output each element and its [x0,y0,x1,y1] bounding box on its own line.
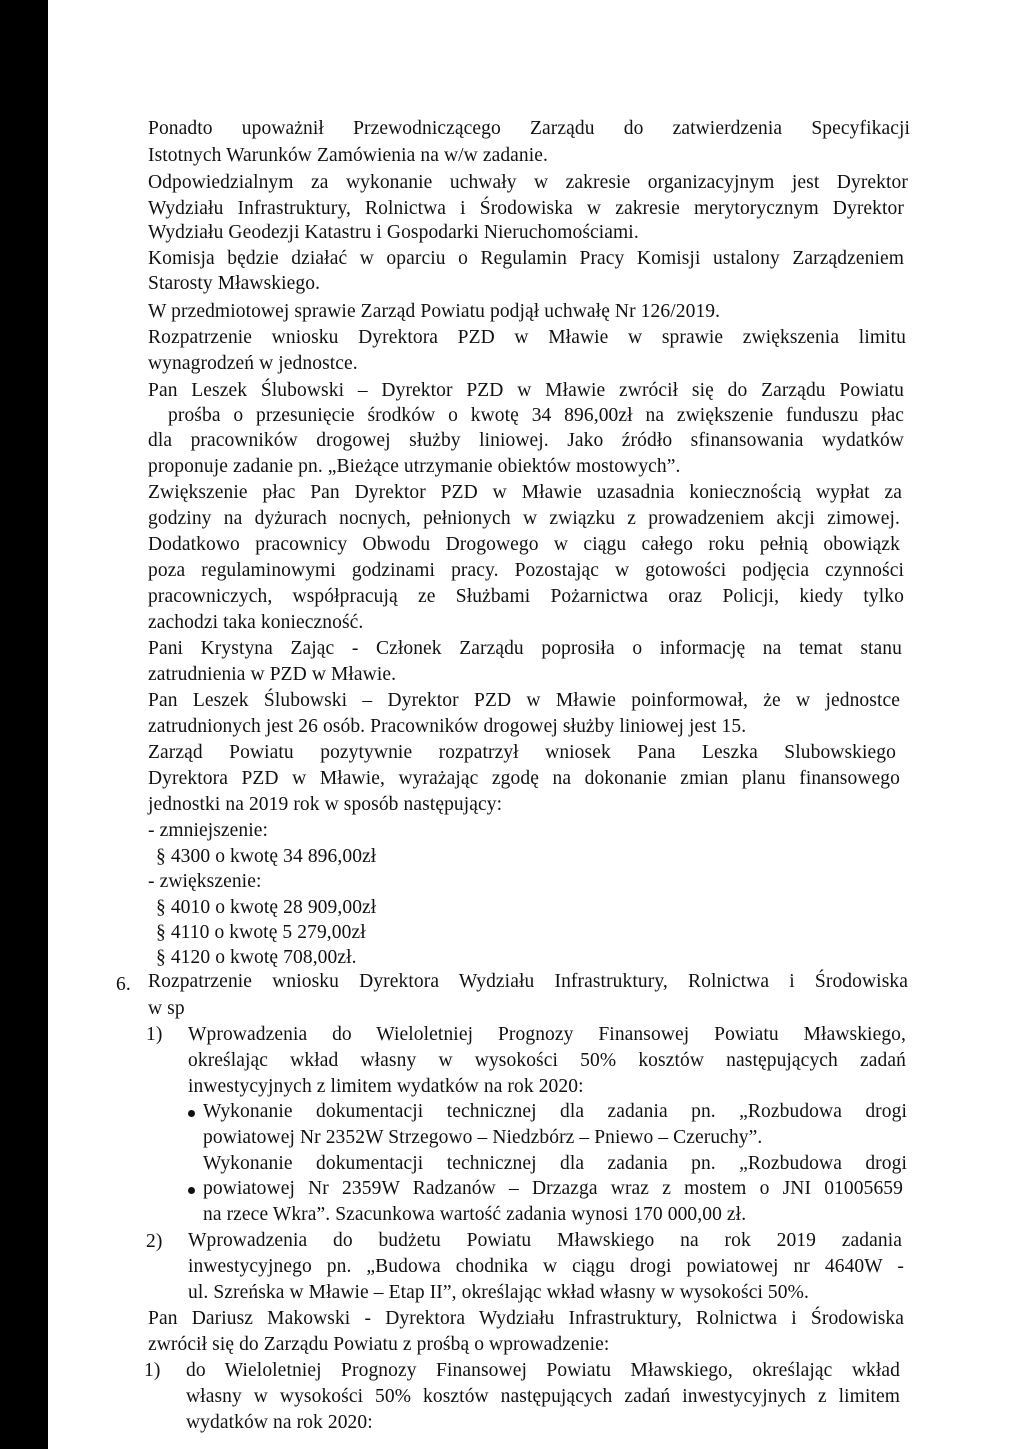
text-line: Wprowadzenia do budżetu Powiatu Mławskiego na rok 2019 zadania [188,1230,902,1251]
text-line: zatrudnionych jest 26 osób. Pracowników drogowej służby liniowej jest 15. [148,716,747,737]
text-line: W przedmiotowej sprawie Zarząd Powiatu podjął uchwałę Nr 126/2019. [148,301,721,322]
text-line: w sp [148,998,185,1019]
text-line: zachodzi taka konieczność. [148,612,364,633]
text-line: § 4010 o kwotę 28 909,00zł [156,897,377,918]
text-line: własny w wysokości 50% kosztów następujących zadań inwestycyjnych z limitem [186,1386,900,1407]
text-line: prośba o przesunięcie środków o kwotę 34 896,00zł na zwiększenie funduszu płac [168,405,904,426]
text-line: Wykonanie dokumentacji technicznej dla zadania pn. „Rozbudowa drogi [203,1101,907,1122]
text-line: inwestycyjnego pn. „Budowa chodnika w ciągu drogi powiatowej nr 4640W - [188,1256,904,1277]
text-line: Rozpatrzenie wniosku Dyrektora Wydziału Infrastruktury, Rolnictwa i Środowiska [148,971,908,992]
text-line: Dodatkowo pracownicy Obwodu Drogowego w ciągu całego roku pełnią obowiązk [148,534,900,555]
text-line: - zwiększenie: [148,871,262,892]
text-line: Odpowiedzialnym za wykonanie uchwały w zakresie organizacyjnym jest Dyrektor [148,172,908,193]
text-line: jednostki na 2019 rok w sposób następujący: [148,794,503,815]
text-line: § 4300 o kwotę 34 896,00zł [156,846,377,867]
text-line: Wydziału Infrastruktury, Rolnictwa i Środowiska w zakresie merytorycznym Dyrektor [148,198,904,219]
text-line: Istotnych Warunków Zamówienia na w/w zadanie. [148,145,549,166]
text-line: - zmniejszenie: [148,820,269,841]
text-line: ul. Szreńska w Mławie – Etap II”, określając wkład własny w wysokości 50%. [188,1282,809,1303]
text-line: dla pracowników drogowej służby liniowej. Jako źródło sfinansowania wydatków [148,430,904,451]
text-line: Wykonanie dokumentacji technicznej dla zadania pn. „Rozbudowa drogi [203,1153,907,1174]
text-line: Pani Krystyna Zając - Członek Zarządu poprosiła o informację na temat stanu [148,638,902,659]
text-line: Wydziału Geodezji Katastru i Gospodarki Nieruchomościami. [148,222,639,243]
text-line: powiatowej Nr 2352W Strzegowo – Niedzbórz – Pniewo – Czeruchy”. [203,1127,763,1148]
text-line: § 4110 o kwotę 5 279,00zł [156,922,366,943]
text-line: Starosty Mławskiego. [148,273,321,294]
text-line: inwestycyjnych z limitem wydatków na rok 2020: [188,1076,584,1097]
text-line: Dyrektora PZD w Mławie, wyrażając zgodę na dokonanie zmian planu finansowego [148,768,900,789]
text-line: na rzece Wkra”. Szacunkowa wartość zadania wynosi 170 000,00 zł. [203,1204,747,1225]
text-line: Pan Leszek Ślubowski – Dyrektor PZD w Mławie poinformował, że w jednostce [148,690,900,711]
bullet-icon [188,1187,195,1194]
text-line: 6. [116,974,131,995]
text-line: zwrócił się do Zarządu Powiatu z prośbą o wprowadzenie: [148,1334,610,1355]
text-line: Zwiększenie płac Pan Dyrektor PZD w Mławie uzasadnia koniecznością wypłat za [148,482,902,503]
text-line: Rozpatrzenie wniosku Dyrektora PZD w Mławie w sprawie zwiększenia limitu [148,327,906,348]
text-line: określając wkład własny w wysokości 50% kosztów następujących zadań [188,1050,906,1071]
bullet-icon [188,1110,195,1117]
text-line: Ponadto upoważnił Przewodniczącego Zarządu do zatwierdzenia Specyfikacji [148,118,910,139]
text-line: 1) [144,1360,161,1381]
text-line: proponuje zadanie pn. „Bieżące utrzymanie obiektów mostowych”. [148,456,681,477]
text-line: zatrudnienia w PZD w Mławie. [148,664,397,685]
text-line: § 4120 o kwotę 708,00zł. [156,947,357,968]
text-line: Wprowadzenia do Wieloletniej Prognozy Finansowej Powiatu Mławskiego, [188,1024,906,1045]
text-line: 1) [146,1024,163,1045]
text-line: wydatków na rok 2020: [186,1412,373,1433]
text-line: pracowniczych, współpracują ze Służbami Pożarnictwa oraz Policji, kiedy tylko [148,586,904,607]
text-line: 2) [146,1231,163,1252]
text-line: poza regulaminowymi godzinami pracy. Pozostając w gotowości podjęcia czynności [148,560,904,581]
text-line: do Wieloletniej Prognozy Finansowej Powiatu Mławskiego, określając wkład [186,1360,900,1381]
text-line: Pan Dariusz Makowski - Dyrektora Wydziału Infrastruktury, Rolnictwa i Środowiska [148,1308,904,1329]
text-line: wynagrodzeń w jednostce. [148,353,358,374]
document-page [48,0,1024,1449]
text-line: godziny na dyżurach nocnych, pełnionych w związku z prowadzeniem akcji zimowej. [148,508,900,529]
text-line: powiatowej Nr 2359W Radzanów – Drzazga wraz z mostem o JNI 01005659 [203,1178,903,1199]
text-line: Komisja będzie działać w oparciu o Regulamin Pracy Komisji ustalony Zarządzeniem [148,248,904,269]
text-line: Pan Leszek Ślubowski – Dyrektor PZD w Mławie zwrócił się do Zarządu Powiatu [148,380,904,401]
text-line: Zarząd Powiatu pozytywnie rozpatrzył wniosek Pana Leszka Slubowskiego [148,742,896,763]
